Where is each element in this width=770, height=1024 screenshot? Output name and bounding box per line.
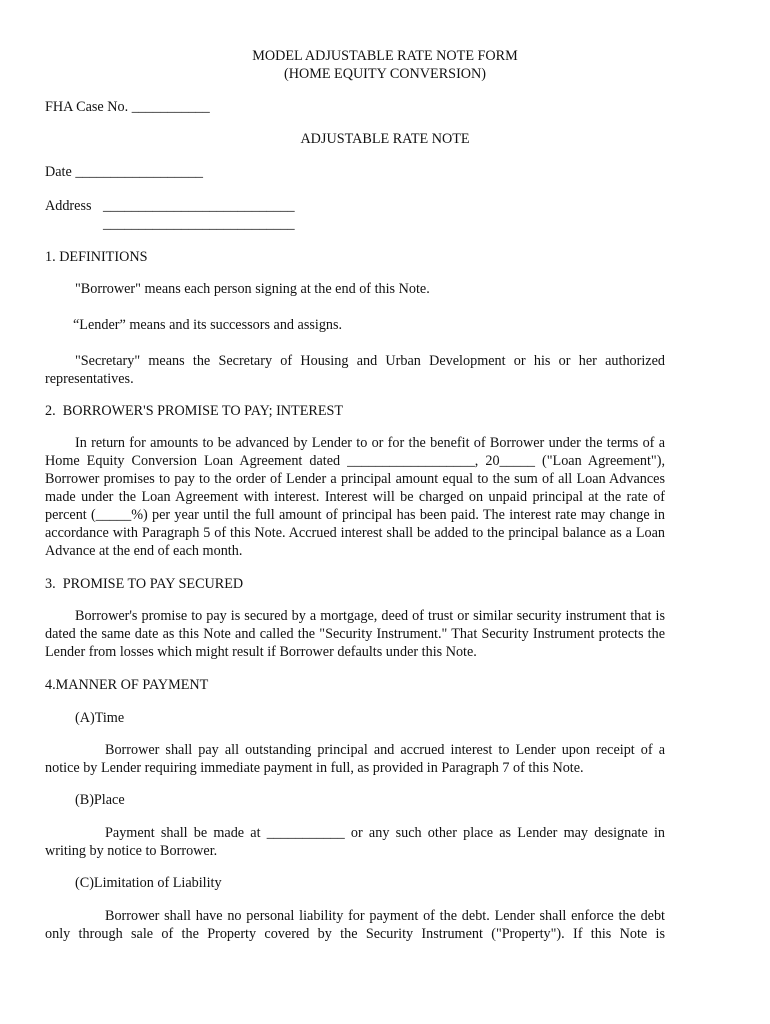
section-1-heading: 1. DEFINITIONS — [45, 249, 148, 265]
section-4-heading: 4.MANNER OF PAYMENT — [45, 677, 209, 693]
definition-borrower: "Borrower" means each person signing at the end of this Note. — [75, 281, 430, 297]
definition-secretary: "Secretary" means the Secretary of Housing and Urban Development or his or her authorized representatives. — [45, 353, 665, 387]
subsection-time-body: Borrower shall pay all outstanding principal and accrued interest to Lender upon receipt of a notice by Lender requiring immediate payment in full, as provided in Paragraph 7 of this Note. — [45, 742, 665, 776]
section-3-heading: 3. PROMISE TO PAY SECURED — [45, 576, 244, 592]
subsection-time-heading: (A)Time — [75, 710, 125, 726]
definition-lender: “Lender” means and its successors and assigns. — [73, 317, 343, 333]
subsection-place-body: Payment shall be made at ___________ or any such other place as Lender may designate in writing by notice to Borrower. — [45, 825, 665, 859]
section-2-body: In return for amounts to be advanced by Lender to or for the benefit of Borrower under the terms of a Home Equity Conversion Loan Agreement dated __________________, 20_____ ("Loan Agreement"), Borrower promises to pay to the order of Lender a principal amount equal to the sum of all Loan Advances made under the Loan Agreement with interest. Interest will be charged on unpaid principal at the rate of percent (_____%) per year until the full amount of principal has been paid. The interest rate may change in accordance with Paragraph 5 of this Note. Accrued interest shall be added to the principal balance as a Loan Advance at the end of each month. — [45, 435, 665, 559]
form-title: MODEL ADJUSTABLE RATE NOTE FORM — [252, 48, 518, 64]
subsection-place-heading: (B)Place — [75, 792, 125, 808]
date-field: Date __________________ — [45, 164, 204, 180]
subsection-liability-body: Borrower shall have no personal liability for payment of the debt. Lender shall enforce the debt only through sale of the Property covered by the Security Instrument ("Property"). If this Note is — [45, 908, 665, 942]
section-2-heading: 2. BORROWER'S PROMISE TO PAY; INTEREST — [45, 403, 344, 419]
fha-case-field: FHA Case No. ___________ — [45, 99, 210, 115]
address-line-2: ___________________________ — [103, 216, 295, 232]
address-line-1: ___________________________ — [103, 198, 295, 214]
section-3-body: Borrower's promise to pay is secured by a mortgage, deed of trust or similar security instrument that is dated the same date as this Note and called the "Security Instrument." That Security Instrument protects the Lender from losses which might result if Borrower defaults under this Note. — [45, 608, 665, 660]
form-subtitle: (HOME EQUITY CONVERSION) — [283, 66, 487, 82]
address-label: Address — [45, 198, 92, 214]
note-title: ADJUSTABLE RATE NOTE — [300, 131, 470, 147]
subsection-liability-heading: (C)Limitation of Liability — [75, 875, 222, 891]
